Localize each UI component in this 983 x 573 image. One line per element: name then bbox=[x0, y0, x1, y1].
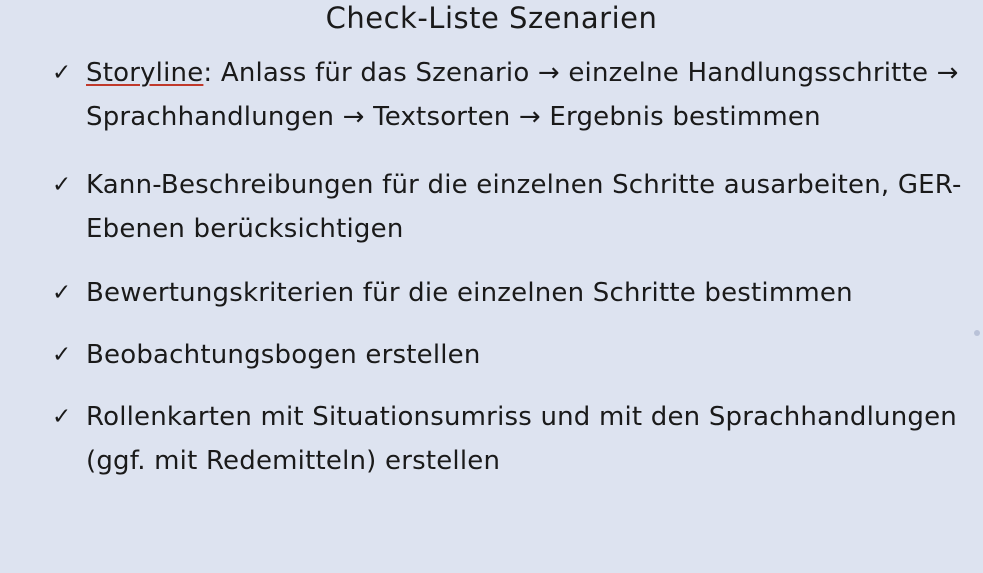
page-title: Check-Liste Szenarien bbox=[325, 1, 658, 35]
list-item bbox=[0, 163, 983, 251]
list-item-lead: Storyline bbox=[86, 58, 204, 88]
check-icon: ✓ bbox=[52, 60, 72, 86]
list-item-text: Kann-Beschreibungen für die einzelnen Schritte ausarbeiten, GER-Ebenen berücksichtigen bbox=[86, 170, 962, 244]
list-item-body: : Anlass für das Szenario → einzelne Handlungsschritte → Sprachhandlungen → Textsorten → Ergebnis bestimmen bbox=[86, 58, 959, 132]
list-item-text bbox=[86, 51, 963, 139]
check-icon: ✓ bbox=[52, 172, 72, 198]
list-item bbox=[0, 271, 983, 315]
list-item-text: Bewertungskriterien für die einzelnen Schritte bestimmen bbox=[86, 278, 853, 308]
check-icon: ✓ bbox=[52, 404, 72, 430]
edge-marker bbox=[974, 330, 980, 336]
list-item-text: Rollenkarten mit Situationsumriss und mit den Sprachhandlungen (ggf. mit Redemitteln) erstellen bbox=[86, 402, 957, 476]
check-icon: ✓ bbox=[52, 342, 72, 368]
list-item bbox=[0, 333, 983, 377]
list-item bbox=[0, 395, 983, 483]
check-icon: ✓ bbox=[52, 280, 72, 306]
list-item-text: Beobachtungsbogen erstellen bbox=[86, 340, 481, 370]
checklist bbox=[0, 51, 983, 483]
list-item bbox=[0, 51, 983, 139]
